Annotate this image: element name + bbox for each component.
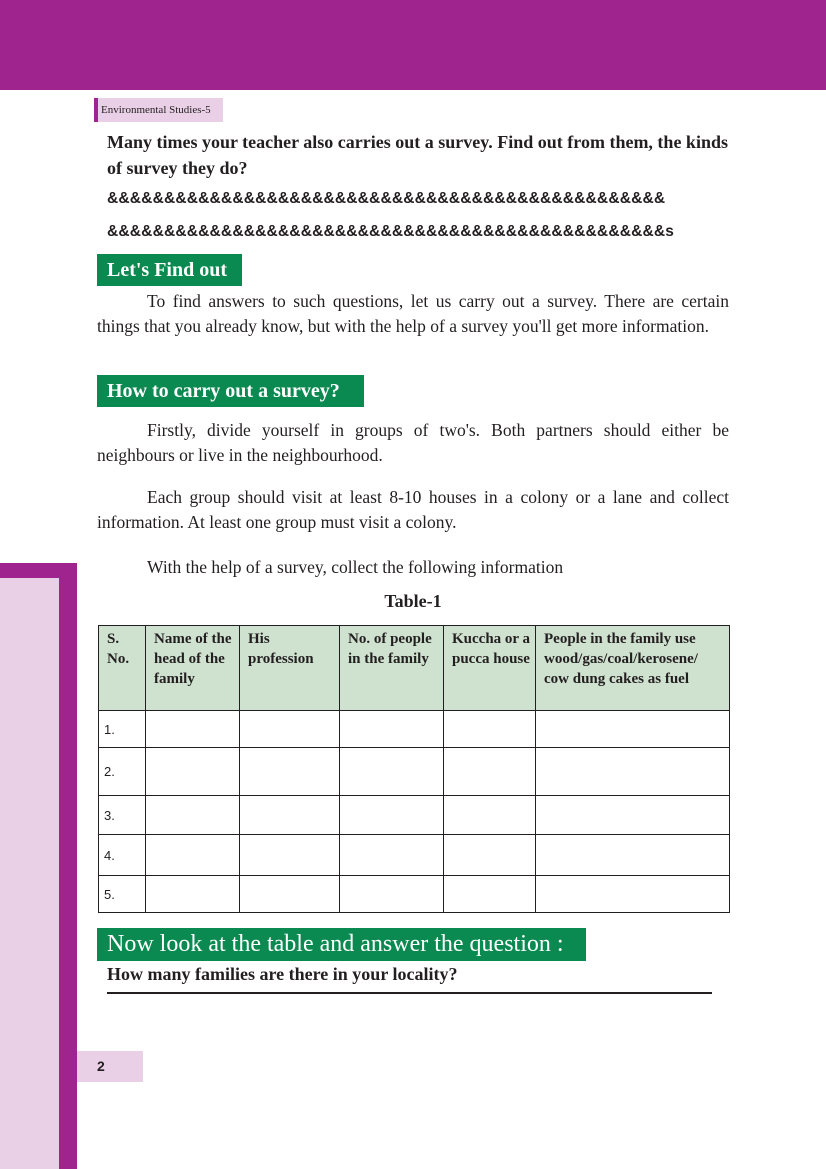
answer-line[interactable] [107,992,712,994]
cell[interactable] [444,796,536,835]
header-profession: His profession [240,626,340,711]
cell[interactable] [340,796,444,835]
answer-line-2: &&&&&&&&&&&&&&&&&&&&&&&&&&&&&&&&&&&&&&&&&&&&&&&&&s [107,223,675,240]
how-paragraph-2-text: Each group should visit at least 8-10 houses in a colony or a lane and collect information. At least one group must visit a colony. [97,487,729,532]
top-color-band [0,0,826,90]
find-out-paragraph [97,289,729,339]
how-paragraph-1-text: Firstly, divide yourself in groups of two's. Both partners should either be neighbours or live in the neighbourhood. [97,420,729,465]
row-number: 2. [99,748,146,796]
cell[interactable] [444,711,536,748]
header-sno: S. No. [99,626,146,711]
row-number: 5. [99,876,146,913]
row-number: 3. [99,796,146,835]
table-row [99,835,730,876]
cell[interactable] [536,711,730,748]
table-row [99,711,730,748]
table-row [99,876,730,913]
heading-answer-question: Now look at the table and answer the question : [97,928,586,961]
header-fuel: People in the family use wood/gas/coal/kerosene/ cow dung cakes as fuel [536,626,730,711]
table-row [99,796,730,835]
intro-question: Many times your teacher also carries out a survey. Find out from them, the kinds of survey they do? [107,132,728,178]
cell[interactable] [340,711,444,748]
heading-lets-find-out: Let's Find out [97,254,242,286]
cell[interactable] [240,711,340,748]
page-number: 2 [77,1051,143,1082]
side-inner-band [0,578,59,1169]
cell[interactable] [444,876,536,913]
heading-how-to-survey: How to carry out a survey? [97,375,364,407]
cell[interactable] [146,835,240,876]
cell[interactable] [146,711,240,748]
find-out-paragraph-text: To find answers to such questions, let us carry out a survey. There are certain things that you already know, but with the help of a survey you'll get more information. [97,291,729,336]
locality-question: How many families are there in your locality? [107,964,458,984]
cell[interactable] [240,876,340,913]
row-number: 4. [99,835,146,876]
header-no-of-people: No. of people in the family [340,626,444,711]
cell[interactable] [340,835,444,876]
cell[interactable] [240,748,340,796]
survey-table [98,625,730,913]
header-house-type: Kuccha or a pucca house [444,626,536,711]
row-number: 1. [99,711,146,748]
table-caption: Table-1 [384,591,442,611]
cell[interactable] [536,835,730,876]
cell[interactable] [240,835,340,876]
answer-line-1: &&&&&&&&&&&&&&&&&&&&&&&&&&&&&&&&&&&&&&&&&&&&&&&&& [107,190,666,207]
cell[interactable] [340,876,444,913]
cell[interactable] [444,835,536,876]
table-row [99,748,730,796]
book-title-tag: Environmental Studies-5 [94,98,223,122]
how-paragraph-2 [97,485,729,535]
cell[interactable] [536,748,730,796]
cell[interactable] [146,876,240,913]
cell[interactable] [146,748,240,796]
cell[interactable] [444,748,536,796]
header-name-of-head: Name of the head of the family [146,626,240,711]
cell[interactable] [536,796,730,835]
cell[interactable] [536,876,730,913]
cell[interactable] [146,796,240,835]
how-paragraph-3 [97,555,729,580]
cell[interactable] [240,796,340,835]
table-header-row [99,626,730,711]
how-paragraph-3-text: With the help of a survey, collect the following information [147,557,564,577]
cell[interactable] [340,748,444,796]
how-paragraph-1 [97,418,729,468]
